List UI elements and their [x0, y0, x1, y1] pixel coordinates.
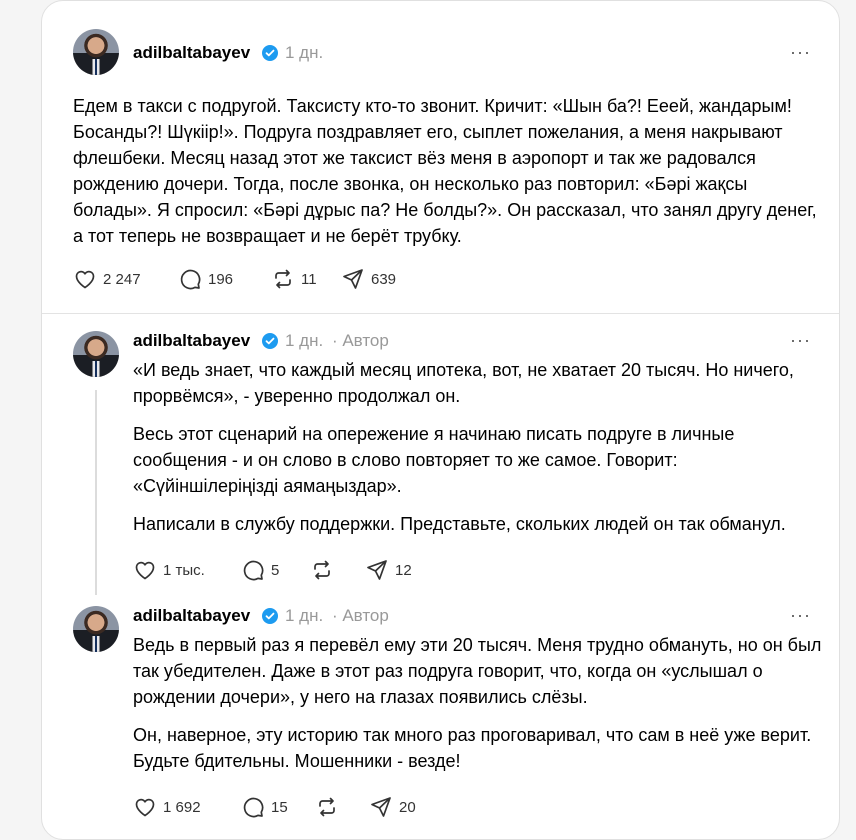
post-actions [73, 266, 473, 292]
avatar[interactable] [73, 606, 119, 652]
share-count: 639 [371, 270, 397, 288]
verified-badge-icon [262, 608, 278, 624]
post-paragraph: Написали в службу поддержки. Представьте, скольких людей он так обманул. [133, 514, 786, 534]
post-text [133, 357, 823, 549]
comment-count: 15 [271, 798, 288, 816]
post-paragraph: Весь этот сценарий на опережение я начинаю писать подруге в личные сообщения - и он слово в слово повторяет то же самое. Говорит: «Сүйіншілеріңізді аямаңыздар». [133, 424, 735, 496]
like-button[interactable] [73, 266, 141, 292]
comment-count: 5 [271, 561, 280, 579]
username[interactable]: adilbaltabayev [133, 606, 251, 625]
comment-icon [178, 267, 202, 291]
repost-button[interactable] [315, 794, 339, 820]
verified-badge-icon [262, 45, 278, 61]
comment-icon [241, 558, 265, 582]
share-count: 20 [399, 798, 416, 816]
post-time[interactable] [285, 606, 389, 626]
repost-button[interactable] [310, 557, 334, 583]
share-button[interactable] [369, 794, 416, 820]
comment-icon [241, 795, 265, 819]
avatar[interactable] [73, 29, 119, 75]
more-icon[interactable]: ··· [790, 42, 811, 62]
thread-card [41, 0, 840, 840]
author-tag: · Автор [331, 606, 389, 625]
post-actions [133, 557, 533, 583]
share-count: 12 [395, 561, 412, 579]
like-button[interactable] [133, 794, 201, 820]
repost-button[interactable] [271, 266, 317, 292]
post-reply [42, 314, 839, 594]
post-paragraph: Он, наверное, эту историю так много раз проговаривал, что сам в неё уже верит. Будьте бдительны. Мошенники - везде! [133, 725, 812, 771]
post-text [73, 93, 818, 261]
comment-button[interactable] [241, 557, 279, 583]
post-main [42, 1, 839, 321]
heart-icon [73, 267, 97, 291]
post-paragraph: «И ведь знает, что каждый месяц ипотека, вот, не хватает 20 тысяч. Но ничего, прорвёмся», - уверенно продолжал он. [133, 360, 794, 406]
avatar[interactable] [73, 331, 119, 377]
post-text [133, 632, 823, 786]
comment-button[interactable] [178, 266, 233, 292]
repost-count: 11 [301, 270, 317, 288]
heart-icon [133, 795, 157, 819]
post-time[interactable] [285, 331, 389, 351]
thread-line [95, 390, 97, 595]
share-icon [369, 795, 393, 819]
share-button[interactable] [341, 266, 396, 292]
more-icon[interactable]: ··· [790, 330, 811, 350]
heart-icon [133, 558, 157, 582]
repost-icon [271, 267, 295, 291]
post-paragraph: Ведь в первый раз я перевёл ему эти 20 тысяч. Меня трудно обмануть, но он был так убедителен. Даже в этот раз подруга говорит, что, когда он «услышал о рождении дочери», у него на глазах появились слёзы. [133, 635, 822, 707]
post-time-value: 1 дн. [285, 606, 324, 625]
post-time-value: 1 дн. [285, 331, 324, 350]
post-paragraph: Едем в такси с подругой. Таксисту кто-то звонит. Кричит: «Шын ба?! Ееей, жандарым! Босанды?! Шүкіiр!». Подруга поздравляет его, сыплет пожелания, а меня накрывают флешбеки. Месяц назад этот же таксист вёз меня в аэропорт и так же радовался рождению дочери. Тогда, после звонка, он несколько раз повторил: «Бәрі жақсы болады». Я спросил: «Бәрі дұрыс па? Не болды?». Он рассказал, что занял другу денег, а тот теперь не возвращает и не берёт трубку. [73, 96, 817, 246]
post-reply [42, 589, 839, 829]
like-count: 1 тыс. [163, 561, 205, 579]
repost-icon [315, 795, 339, 819]
username[interactable]: adilbaltabayev [133, 43, 251, 62]
share-icon [341, 267, 365, 291]
username[interactable]: adilbaltabayev [133, 331, 251, 350]
comment-button[interactable] [241, 794, 288, 820]
more-icon[interactable]: ··· [790, 605, 811, 625]
comment-count: 196 [208, 270, 234, 288]
share-button[interactable] [365, 557, 412, 583]
verified-badge-icon [262, 333, 278, 349]
like-button[interactable] [133, 557, 205, 583]
repost-icon [310, 558, 334, 582]
like-count: 1 692 [163, 798, 201, 816]
post-time[interactable]: 1 дн. [285, 43, 324, 62]
like-count: 2 247 [103, 270, 141, 288]
post-actions [133, 794, 533, 820]
author-tag: · Автор [331, 331, 389, 350]
share-icon [365, 558, 389, 582]
